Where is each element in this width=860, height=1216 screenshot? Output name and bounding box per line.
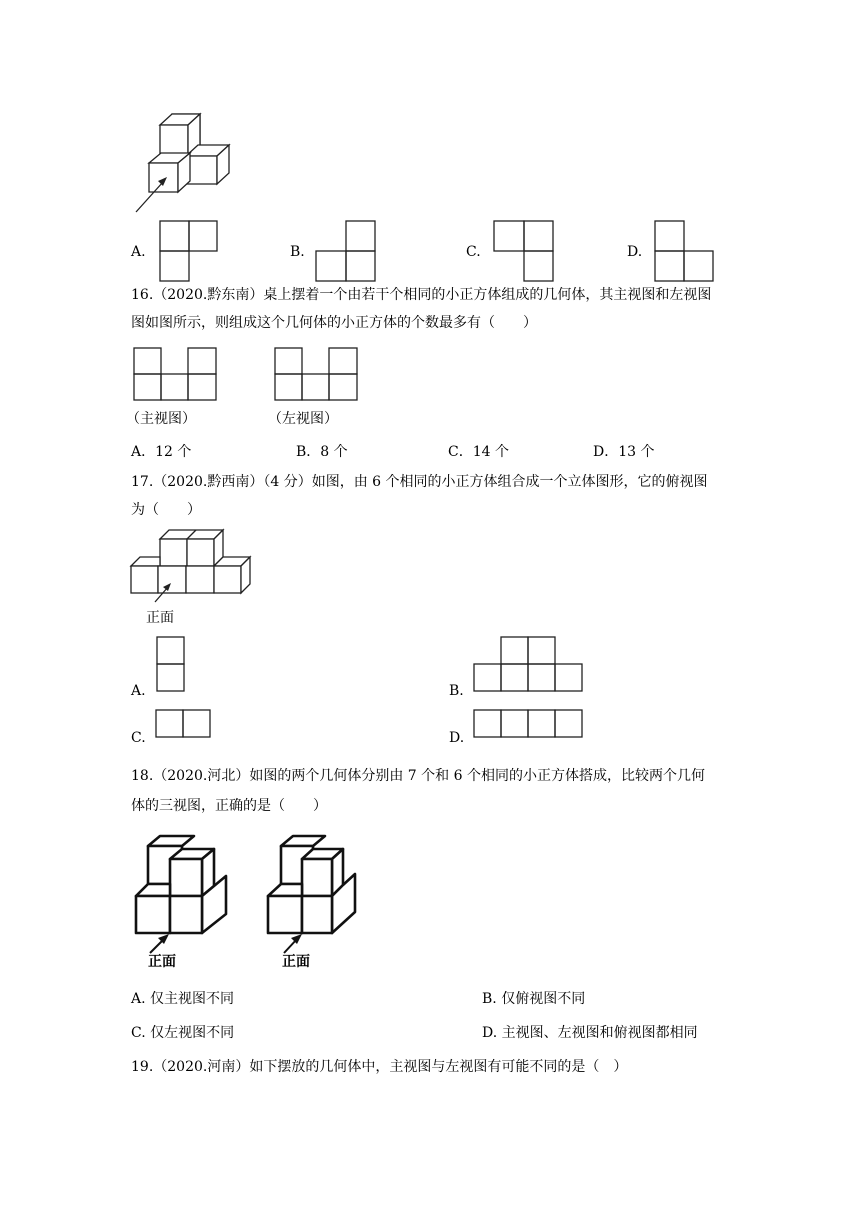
q16-option-a[interactable]: A．12 个 <box>131 444 192 460</box>
q18-solid-figure-right <box>264 832 364 942</box>
q16-main-view-caption: （主视图） <box>126 411 196 427</box>
q17-option-c-label[interactable]: C. <box>131 730 146 746</box>
q18-option-a[interactable]: A. 仅主视图不同 <box>131 991 235 1007</box>
q15-solid-figure <box>130 108 240 218</box>
q18-front-label-left: 正面 <box>148 954 176 970</box>
q16-left-view-figure <box>274 347 360 403</box>
q15-option-d-label[interactable]: D. <box>627 244 643 260</box>
q18-stem-line1: 18.（2020.河北）如图的两个几何体分别由 7 个和 6 个相同的小正方体搭成，比较两个几何 <box>131 768 705 784</box>
q17-stem-line1: 17.（2020.黔西南）（4 分）如图，由 6 个相同的小正方体组合成一个立体图形，它的俯视图 <box>131 474 708 490</box>
q17-option-d-figure[interactable] <box>473 709 585 739</box>
q17-option-a-label[interactable]: A. <box>131 683 146 699</box>
q19-stem-line1: 19.（2020.河南）如下摆放的几何体中，主视图与左视图有可能不同的是（ ） <box>131 1059 628 1075</box>
q18-front-label-right: 正面 <box>282 954 310 970</box>
q18-option-d[interactable]: D. 主视图、左视图和俯视图都相同 <box>482 1025 698 1041</box>
q16-stem-line1: 16.（2020.黔东南）桌上摆着一个由若干个相同的小正方体组成的几何体，其主视图和左视图 <box>131 287 712 303</box>
q15-option-c-figure[interactable] <box>493 220 555 282</box>
q15-option-b-figure[interactable] <box>315 220 377 282</box>
q18-solid-figure-left <box>132 832 232 942</box>
q16-stem-line2: 图如图所示，则组成这个几何体的小正方体的个数最多有（ ） <box>131 315 537 331</box>
q17-option-d-label[interactable]: D. <box>449 730 465 746</box>
q15-option-c-label[interactable]: C. <box>466 244 481 260</box>
q17-front-label: 正面 <box>146 610 174 626</box>
q15-option-a-label[interactable]: A. <box>131 244 146 260</box>
q15-option-a-figure[interactable] <box>159 220 219 282</box>
q17-solid-figure <box>128 526 253 606</box>
q16-main-view-figure <box>133 347 219 403</box>
q15-option-d-figure[interactable] <box>654 220 716 282</box>
q17-option-a-figure[interactable] <box>156 636 186 693</box>
q16-option-b[interactable]: B．8 个 <box>296 444 348 460</box>
q17-option-c-figure[interactable] <box>155 709 213 739</box>
q16-left-view-caption: （左视图） <box>268 411 338 427</box>
q16-option-d[interactable]: D．13 个 <box>593 444 655 460</box>
q15-option-b-label[interactable]: B. <box>290 244 305 260</box>
q16-option-c[interactable]: C．14 个 <box>448 444 509 460</box>
q18-option-c[interactable]: C. 仅左视图不同 <box>131 1025 235 1041</box>
q17-option-b-figure[interactable] <box>473 636 585 693</box>
q18-option-b[interactable]: B. 仅俯视图不同 <box>482 991 586 1007</box>
q17-stem-line2: 为（ ） <box>131 502 201 518</box>
q18-stem-line2: 体的三视图，正确的是（ ） <box>131 798 327 814</box>
q17-option-b-label[interactable]: B. <box>449 683 464 699</box>
